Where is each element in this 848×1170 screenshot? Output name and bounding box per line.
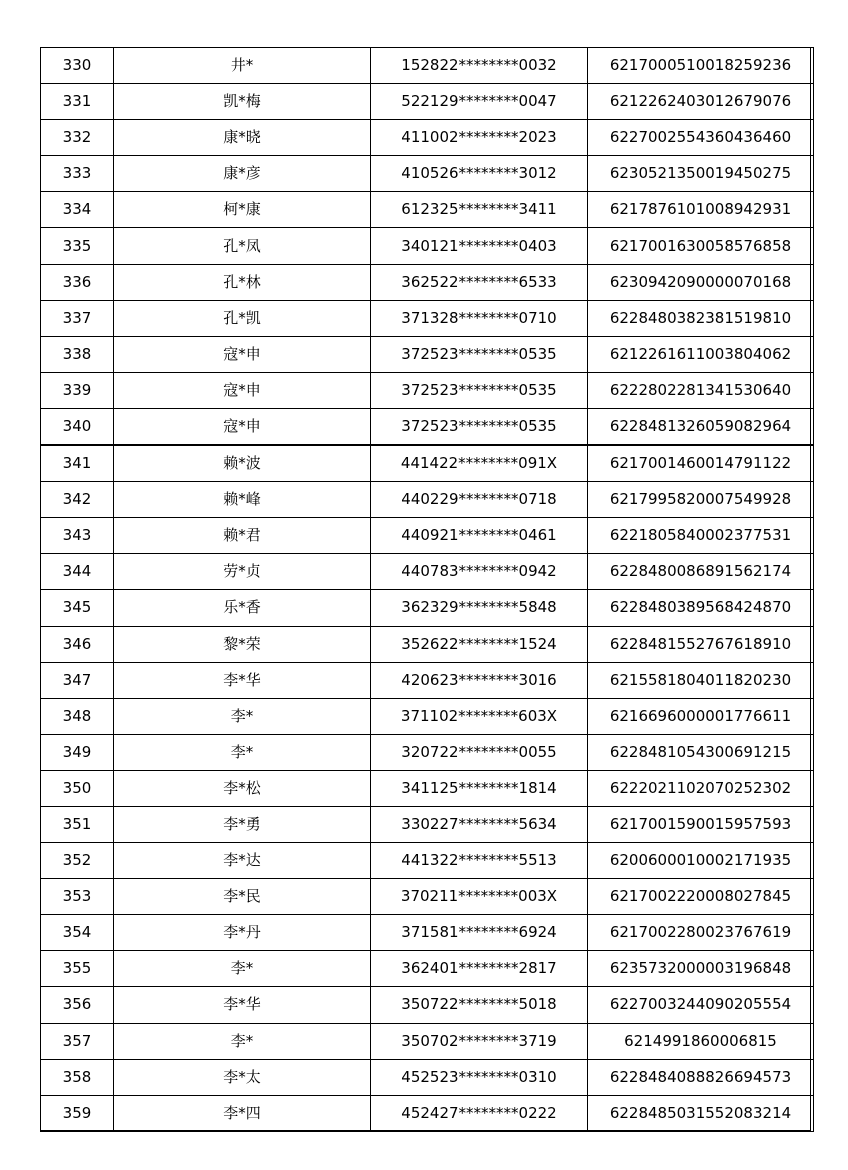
row-number-cell: 341 bbox=[41, 445, 114, 482]
id-number-cell: 522129********0047 bbox=[371, 84, 588, 120]
name-cell: 孔*林 bbox=[114, 264, 371, 300]
row-number-cell: 354 bbox=[41, 915, 114, 951]
table-row bbox=[41, 264, 814, 300]
name-cell: 李*太 bbox=[114, 1059, 371, 1095]
row-number-cell: 330 bbox=[41, 48, 114, 84]
table-row bbox=[41, 48, 814, 84]
name-cell: 李*民 bbox=[114, 879, 371, 915]
row-number-cell: 357 bbox=[41, 1023, 114, 1059]
id-number-cell: 352622********1524 bbox=[371, 626, 588, 662]
row-number-cell: 331 bbox=[41, 84, 114, 120]
row-number-cell: 345 bbox=[41, 590, 114, 626]
row-number-cell: 343 bbox=[41, 518, 114, 554]
id-number-cell: 440229********0718 bbox=[371, 482, 588, 518]
record-table-body bbox=[41, 48, 814, 1132]
row-number-cell: 336 bbox=[41, 264, 114, 300]
account-number-cell: 6228484088826694573 bbox=[588, 1059, 814, 1095]
row-number-cell: 349 bbox=[41, 734, 114, 770]
id-number-cell: 440921********0461 bbox=[371, 518, 588, 554]
account-number-cell: 6212262403012679076 bbox=[588, 84, 814, 120]
table-row bbox=[41, 770, 814, 806]
name-cell: 寇*申 bbox=[114, 372, 371, 408]
table-row bbox=[41, 482, 814, 518]
name-cell: 李* bbox=[114, 734, 371, 770]
account-number-cell: 6221805840002377531 bbox=[588, 518, 814, 554]
table-row bbox=[41, 626, 814, 662]
name-cell: 李*勇 bbox=[114, 806, 371, 842]
table-row bbox=[41, 408, 814, 445]
table-row bbox=[41, 951, 814, 987]
id-number-cell: 350722********5018 bbox=[371, 987, 588, 1023]
name-cell: 李* bbox=[114, 951, 371, 987]
name-cell: 凯*梅 bbox=[114, 84, 371, 120]
row-number-cell: 352 bbox=[41, 843, 114, 879]
table-row bbox=[41, 445, 814, 482]
account-number-cell: 6217000510018259236 bbox=[588, 48, 814, 84]
table-row bbox=[41, 192, 814, 228]
name-cell: 寇*申 bbox=[114, 408, 371, 445]
account-number-cell: 6217002220008027845 bbox=[588, 879, 814, 915]
table-row bbox=[41, 300, 814, 336]
table-row bbox=[41, 156, 814, 192]
name-cell: 李*松 bbox=[114, 770, 371, 806]
row-number-cell: 342 bbox=[41, 482, 114, 518]
table-row bbox=[41, 698, 814, 734]
id-number-cell: 341125********1814 bbox=[371, 770, 588, 806]
name-cell: 黎*荣 bbox=[114, 626, 371, 662]
name-cell: 李* bbox=[114, 1023, 371, 1059]
id-number-cell: 372523********0535 bbox=[371, 372, 588, 408]
id-number-cell: 420623********3016 bbox=[371, 662, 588, 698]
row-number-cell: 358 bbox=[41, 1059, 114, 1095]
name-cell: 井* bbox=[114, 48, 371, 84]
account-number-cell: 6222802281341530640 bbox=[588, 372, 814, 408]
name-cell: 赖*君 bbox=[114, 518, 371, 554]
id-number-cell: 371328********0710 bbox=[371, 300, 588, 336]
row-number-cell: 347 bbox=[41, 662, 114, 698]
id-number-cell: 452427********0222 bbox=[371, 1095, 588, 1131]
account-number-cell: 6227002554360436460 bbox=[588, 120, 814, 156]
id-number-cell: 441322********5513 bbox=[371, 843, 588, 879]
id-number-cell: 440783********0942 bbox=[371, 554, 588, 590]
account-number-cell: 6200600010002171935 bbox=[588, 843, 814, 879]
table-row bbox=[41, 518, 814, 554]
id-number-cell: 371102********603X bbox=[371, 698, 588, 734]
row-number-cell: 359 bbox=[41, 1095, 114, 1131]
name-cell: 李*丹 bbox=[114, 915, 371, 951]
account-number-cell: 6216696000001776611 bbox=[588, 698, 814, 734]
name-cell: 康*彦 bbox=[114, 156, 371, 192]
account-number-cell: 6235732000003196848 bbox=[588, 951, 814, 987]
name-cell: 康*晓 bbox=[114, 120, 371, 156]
id-number-cell: 350702********3719 bbox=[371, 1023, 588, 1059]
name-cell: 孔*凤 bbox=[114, 228, 371, 264]
table-row bbox=[41, 590, 814, 626]
name-cell: 劳*贞 bbox=[114, 554, 371, 590]
id-number-cell: 320722********0055 bbox=[371, 734, 588, 770]
table-row bbox=[41, 554, 814, 590]
account-number-cell: 6227003244090205554 bbox=[588, 987, 814, 1023]
id-number-cell: 340121********0403 bbox=[371, 228, 588, 264]
row-number-cell: 335 bbox=[41, 228, 114, 264]
account-number-cell: 6228481054300691215 bbox=[588, 734, 814, 770]
table-row bbox=[41, 228, 814, 264]
table-row bbox=[41, 336, 814, 372]
account-number-cell: 6217001460014791122 bbox=[588, 445, 814, 482]
account-number-cell: 6230942090000070168 bbox=[588, 264, 814, 300]
table-row bbox=[41, 879, 814, 915]
account-number-cell: 6215581804011820230 bbox=[588, 662, 814, 698]
row-number-cell: 355 bbox=[41, 951, 114, 987]
id-number-cell: 152822********0032 bbox=[371, 48, 588, 84]
row-number-cell: 348 bbox=[41, 698, 114, 734]
account-number-cell: 6217002280023767619 bbox=[588, 915, 814, 951]
id-number-cell: 362522********6533 bbox=[371, 264, 588, 300]
name-cell: 柯*康 bbox=[114, 192, 371, 228]
row-number-cell: 340 bbox=[41, 408, 114, 445]
table-row bbox=[41, 372, 814, 408]
account-number-cell: 6230521350019450275 bbox=[588, 156, 814, 192]
table-row bbox=[41, 120, 814, 156]
row-number-cell: 356 bbox=[41, 987, 114, 1023]
name-cell: 李*华 bbox=[114, 987, 371, 1023]
row-number-cell: 339 bbox=[41, 372, 114, 408]
id-number-cell: 362329********5848 bbox=[371, 590, 588, 626]
name-cell: 赖*峰 bbox=[114, 482, 371, 518]
table-row bbox=[41, 1023, 814, 1059]
name-cell: 李* bbox=[114, 698, 371, 734]
row-number-cell: 333 bbox=[41, 156, 114, 192]
id-number-cell: 372523********0535 bbox=[371, 336, 588, 372]
table-row bbox=[41, 1059, 814, 1095]
table-row bbox=[41, 806, 814, 842]
name-cell: 乐*香 bbox=[114, 590, 371, 626]
account-number-cell: 6214991860006815 bbox=[588, 1023, 814, 1059]
id-number-cell: 410526********3012 bbox=[371, 156, 588, 192]
row-number-cell: 344 bbox=[41, 554, 114, 590]
account-number-cell: 6228480086891562174 bbox=[588, 554, 814, 590]
name-cell: 李*达 bbox=[114, 843, 371, 879]
name-cell: 赖*波 bbox=[114, 445, 371, 482]
id-number-cell: 612325********3411 bbox=[371, 192, 588, 228]
table-row bbox=[41, 662, 814, 698]
table-row bbox=[41, 734, 814, 770]
account-number-cell: 6217876101008942931 bbox=[588, 192, 814, 228]
name-cell: 李*四 bbox=[114, 1095, 371, 1131]
name-cell: 李*华 bbox=[114, 662, 371, 698]
account-number-cell: 6228485031552083214 bbox=[588, 1095, 814, 1131]
table-row bbox=[41, 1095, 814, 1131]
row-number-cell: 351 bbox=[41, 806, 114, 842]
account-number-cell: 6222021102070252302 bbox=[588, 770, 814, 806]
row-number-cell: 337 bbox=[41, 300, 114, 336]
account-number-cell: 6217001630058576858 bbox=[588, 228, 814, 264]
table-row bbox=[41, 843, 814, 879]
id-number-cell: 372523********0535 bbox=[371, 408, 588, 445]
name-cell: 孔*凯 bbox=[114, 300, 371, 336]
account-number-cell: 6228481552767618910 bbox=[588, 626, 814, 662]
id-number-cell: 452523********0310 bbox=[371, 1059, 588, 1095]
account-number-cell: 6217995820007549928 bbox=[588, 482, 814, 518]
record-table bbox=[40, 47, 814, 1132]
table-row bbox=[41, 915, 814, 951]
id-number-cell: 411002********2023 bbox=[371, 120, 588, 156]
row-number-cell: 353 bbox=[41, 879, 114, 915]
row-number-cell: 334 bbox=[41, 192, 114, 228]
id-number-cell: 370211********003X bbox=[371, 879, 588, 915]
id-number-cell: 441422********091X bbox=[371, 445, 588, 482]
account-number-cell: 6228480382381519810 bbox=[588, 300, 814, 336]
account-number-cell: 6228481326059082964 bbox=[588, 408, 814, 445]
row-number-cell: 338 bbox=[41, 336, 114, 372]
account-number-cell: 6212261611003804062 bbox=[588, 336, 814, 372]
account-number-cell: 6228480389568424870 bbox=[588, 590, 814, 626]
row-number-cell: 350 bbox=[41, 770, 114, 806]
table-row bbox=[41, 84, 814, 120]
id-number-cell: 371581********6924 bbox=[371, 915, 588, 951]
row-number-cell: 332 bbox=[41, 120, 114, 156]
id-number-cell: 330227********5634 bbox=[371, 806, 588, 842]
id-number-cell: 362401********2817 bbox=[371, 951, 588, 987]
account-number-cell: 6217001590015957593 bbox=[588, 806, 814, 842]
name-cell: 寇*申 bbox=[114, 336, 371, 372]
row-number-cell: 346 bbox=[41, 626, 114, 662]
table-row bbox=[41, 987, 814, 1023]
